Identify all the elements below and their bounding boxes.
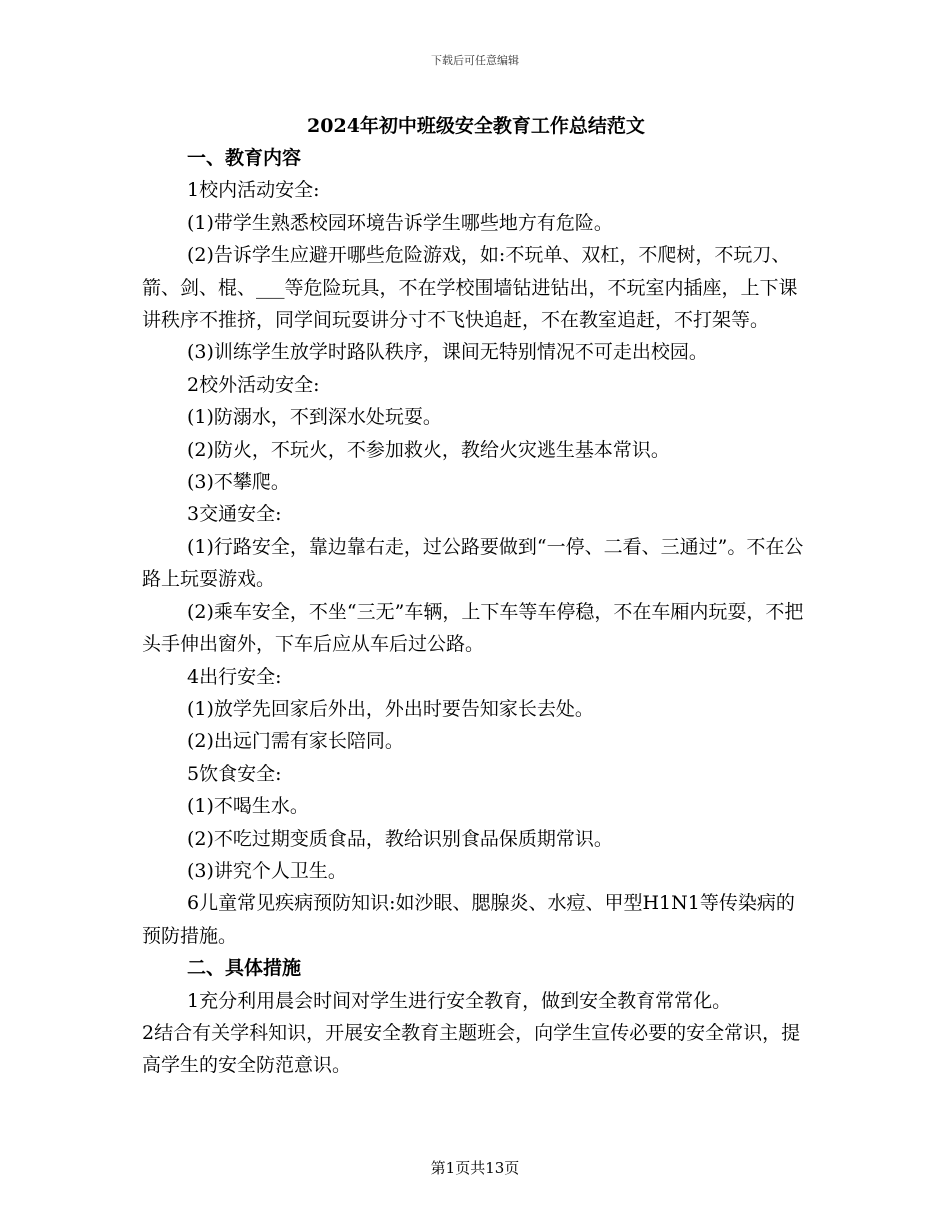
paragraph: (3)不攀爬。	[187, 471, 290, 494]
page-footer: 第1页共13页	[430, 1159, 520, 1177]
paragraph: (2)不吃过期变质食品，教给识别食品保质期常识。	[187, 827, 613, 850]
paragraph: (1)行路安全，靠边靠右走，过公路要做到“一停、二看、三通过”。不在公路上玩耍游戏。	[142, 535, 804, 591]
paragraph: 2校外活动安全:	[187, 373, 320, 396]
document-title: 2024年初中班级安全教育工作总结范文	[307, 115, 645, 137]
paragraph: (3)训练学生放学时路队秩序，课间无特别情况不可走出校园。	[187, 341, 708, 364]
section-heading: 一、教育内容	[187, 147, 302, 169]
paragraph: 4出行安全:	[187, 665, 282, 688]
paragraph: (3)讲究个人卫生。	[187, 859, 347, 882]
paragraph: (1)放学先回家后外出，外出时要告知家长去处。	[187, 697, 594, 720]
paragraph: (2)防火，不玩火，不参加救火，教给火灾逃生基本常识。	[187, 438, 670, 461]
paragraph-list	[142, 142, 810, 1082]
paragraph: (2)出远门需有家长陪同。	[187, 730, 404, 753]
paragraph: (1)防溺水，不到深水处玩耍。	[187, 406, 442, 429]
paragraph: 2结合有关学科知识，开展安全教育主题班会，向学生宣传必要的安全常识，提高学生的安全防范意识。	[142, 1021, 801, 1077]
document-body	[142, 110, 810, 1082]
paragraph: 3交通安全:	[187, 503, 282, 526]
page-header: 下载后可任意编辑	[431, 54, 519, 67]
paragraph: (1)带学生熟悉校园环境告诉学生哪些地方有危险。	[187, 211, 613, 234]
paragraph: (2)告诉学生应避开哪些危险游戏，如:不玩单、双杠，不爬树，不玩刀、箭、剑、棍、___等危险玩具，不在学校围墙钻进钻出，不玩室内插座，上下课讲秩序不推挤，同学间玩耍讲分寸不飞快追赶，不在教室追赶，不打架等。	[142, 244, 798, 332]
paragraph: 5饮食安全:	[187, 762, 282, 785]
paragraph: (2)乘车安全，不坐“三无”车辆，上下车等车停稳，不在车厢内玩耍，不把头手伸出窗外，下车后应从车后过公路。	[142, 600, 804, 656]
section-heading: 二、具体措施	[187, 957, 302, 980]
paragraph: 6儿童常见疾病预防知识:如沙眼、腮腺炎、水痘、甲型H1N1等传染病的预防措施。	[142, 892, 795, 947]
paragraph: 1校内活动安全:	[187, 179, 320, 202]
paragraph: (1)不喝生水。	[187, 795, 309, 818]
paragraph: 1充分利用晨会时间对学生进行安全教育，做到安全教育常常化。	[187, 989, 732, 1012]
